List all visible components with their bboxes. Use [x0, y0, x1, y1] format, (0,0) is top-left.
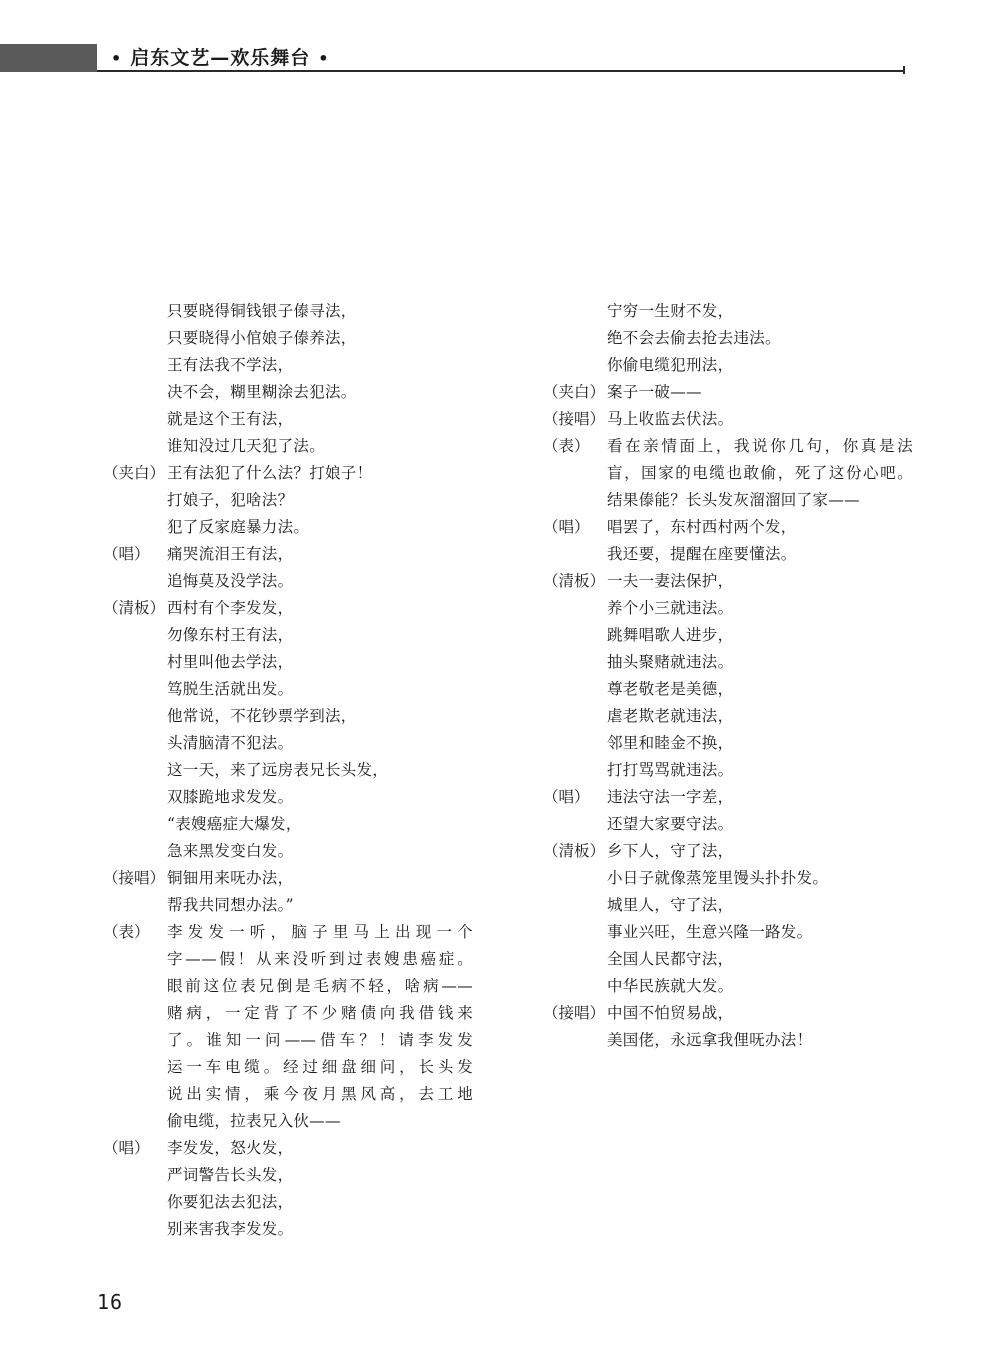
- script-line: [543, 811, 913, 838]
- script-line: [103, 730, 473, 757]
- line-text: 看在亲情面上，我说你几句，你真是法: [607, 437, 913, 455]
- magazine-title: 启东文艺: [130, 47, 211, 69]
- script-line: [103, 1162, 473, 1189]
- line-text: 马上收监去伏法。: [607, 410, 734, 428]
- script-line: [103, 622, 473, 649]
- performance-cue: （清板）: [543, 842, 606, 860]
- script-line: [103, 568, 473, 595]
- line-text: 李发发，怒火发，: [167, 1139, 294, 1157]
- line-text: 王有法犯了什么法？打娘子！: [167, 464, 373, 482]
- script-line: [543, 1000, 913, 1027]
- header-rule-tick: [903, 66, 905, 74]
- script-line: [103, 784, 473, 811]
- line-text: 只要晓得小倌娘子傣养法，: [167, 329, 357, 347]
- line-text: 一夫一妻法保护，: [607, 572, 734, 590]
- line-text: 勿像东村王有法，: [167, 626, 294, 644]
- script-line: [103, 1027, 473, 1054]
- script-line: [103, 406, 473, 433]
- line-text: 他常说，不花钞票学到法，: [167, 707, 357, 725]
- script-line: [103, 352, 473, 379]
- line-text: 李发发一听，脑子里马上出现一个: [167, 923, 473, 941]
- script-line: [103, 433, 473, 460]
- line-text: 中华民族就大发。: [607, 977, 734, 995]
- script-line: [543, 298, 913, 325]
- script-line: [543, 892, 913, 919]
- line-text: 犯了反家庭暴力法。: [167, 518, 310, 536]
- script-line: [543, 379, 913, 406]
- script-line: [103, 973, 473, 1000]
- script-line: [543, 1027, 913, 1054]
- line-text: 唱罢了，东村西村两个发，: [607, 518, 797, 536]
- script-line: [103, 838, 473, 865]
- script-line: [543, 676, 913, 703]
- running-header: [103, 46, 338, 70]
- line-text: 别来害我李发发。: [167, 1220, 294, 1238]
- line-text: 说出实情，乘今夜月黑风高，去工地: [167, 1085, 473, 1103]
- script-line: [103, 379, 473, 406]
- script-line: [103, 325, 473, 352]
- script-line: [103, 865, 473, 892]
- header-rule: [97, 70, 905, 72]
- performance-cue: （夹白）: [543, 383, 606, 401]
- line-text: 乡下人，守了法，: [607, 842, 734, 860]
- line-text: 打打骂骂就违法。: [607, 761, 734, 779]
- line-text: 美国佬，永远拿我俚呒办法！: [607, 1031, 813, 1049]
- script-line: [103, 676, 473, 703]
- line-text: 城里人，守了法，: [607, 896, 734, 914]
- line-text: 这一天，来了远房表兄长头发，: [167, 761, 389, 779]
- script-line: [543, 865, 913, 892]
- line-text: 痛哭流泪王有法，: [167, 545, 294, 563]
- line-text: 小日子就像蒸笼里馒头扑扑发。: [607, 869, 829, 887]
- line-text: “表嫂癌症大爆发，: [167, 815, 302, 833]
- line-text: 严词警告长头发，: [167, 1166, 294, 1184]
- line-text: 王有法我不学法，: [167, 356, 294, 374]
- right-column: [543, 298, 913, 1054]
- performance-cue: （唱）: [543, 788, 590, 806]
- script-line: [543, 622, 913, 649]
- line-text: 字——假！从来没听到过表嫂患癌症。: [167, 950, 473, 968]
- line-text: 追悔莫及没学法。: [167, 572, 294, 590]
- performance-cue: （接唱）: [543, 1004, 606, 1022]
- line-text: 就是这个王有法，: [167, 410, 294, 428]
- line-text: 笃脱生活就出发。: [167, 680, 294, 698]
- script-line: [103, 919, 473, 946]
- line-text: 决不会，糊里糊涂去犯法。: [167, 383, 357, 401]
- script-line: [103, 811, 473, 838]
- section-title: 欢乐舞台: [230, 47, 311, 69]
- performance-cue: （夹白）: [103, 464, 166, 482]
- line-text: 你要犯法去犯法，: [167, 1193, 294, 1211]
- header-dot-right: •: [318, 49, 330, 68]
- line-text: 铜钿用来呒办法，: [167, 869, 294, 887]
- script-line: [543, 703, 913, 730]
- performance-cue: （表）: [543, 437, 590, 455]
- script-line: [543, 730, 913, 757]
- script-line: [103, 649, 473, 676]
- line-text: 赌病，一定背了不少赌债向我借钱来: [167, 1004, 473, 1022]
- script-line: [103, 460, 473, 487]
- line-text: 打娘子，犯啥法？: [167, 491, 294, 509]
- script-line: [103, 541, 473, 568]
- performance-cue: （唱）: [103, 545, 150, 563]
- line-text: 跳舞唱歌人进步，: [607, 626, 734, 644]
- line-text: 运一车电缆。经过细盘细问，长头发: [167, 1058, 473, 1076]
- script-line: [543, 973, 913, 1000]
- performance-cue: （表）: [103, 923, 150, 941]
- header-dot-left: •: [111, 49, 123, 68]
- line-text: 谁知没过几天犯了法。: [167, 437, 326, 455]
- line-text: 西村有个李发发，: [167, 599, 294, 617]
- line-text: 虐老欺老就违法，: [607, 707, 734, 725]
- line-text: 你偷电缆犯刑法，: [607, 356, 734, 374]
- script-line: [543, 406, 913, 433]
- script-line: [103, 487, 473, 514]
- line-text: 头清脑清不犯法。: [167, 734, 294, 752]
- line-text: 急来黑发变白发。: [167, 842, 294, 860]
- script-line: [543, 595, 913, 622]
- script-line: [103, 1135, 473, 1162]
- line-text: 帮我共同想办法。”: [167, 896, 294, 914]
- script-line: [543, 649, 913, 676]
- line-text: 我还要，提醒在座要懂法。: [607, 545, 797, 563]
- line-text: 了。谁知一问——借车？！请李发发: [167, 1031, 473, 1049]
- script-line: [543, 568, 913, 595]
- performance-cue: （唱）: [103, 1139, 150, 1157]
- script-line: [543, 757, 913, 784]
- performance-cue: （唱）: [543, 518, 590, 536]
- script-line: [103, 1189, 473, 1216]
- line-text: 眼前这位表兄倒是毛病不轻，啥病——: [167, 977, 473, 995]
- page-number: 16: [97, 1290, 124, 1314]
- line-text: 只要晓得铜钱银子傣寻法，: [167, 302, 357, 320]
- line-text: 邻里和睦金不换，: [607, 734, 734, 752]
- line-text: 中国不怕贸易战，: [607, 1004, 734, 1022]
- performance-cue: （接唱）: [543, 410, 606, 428]
- script-line: [543, 352, 913, 379]
- line-text: 宁穷一生财不发，: [607, 302, 734, 320]
- script-line: [543, 784, 913, 811]
- header-dark-block: [0, 44, 97, 72]
- script-line: [103, 1108, 473, 1135]
- script-line: [543, 919, 913, 946]
- script-line: [103, 1000, 473, 1027]
- performance-cue: （清板）: [103, 599, 166, 617]
- script-line: [543, 838, 913, 865]
- script-line: [543, 514, 913, 541]
- header-separator: —: [210, 47, 231, 69]
- script-line: [103, 514, 473, 541]
- line-text: 双膝跪地求发发。: [167, 788, 294, 806]
- script-line: [543, 460, 913, 487]
- script-line: [543, 325, 913, 352]
- line-text: 全国人民都守法，: [607, 950, 734, 968]
- performance-cue: （清板）: [543, 572, 606, 590]
- performance-cue: （接唱）: [103, 869, 166, 887]
- script-line: [103, 1216, 473, 1243]
- script-line: [103, 1081, 473, 1108]
- left-column: [103, 298, 473, 1243]
- line-text: 养个小三就违法。: [607, 599, 734, 617]
- script-line: [543, 433, 913, 460]
- script-line: [543, 487, 913, 514]
- script-line: [543, 541, 913, 568]
- script-line: [103, 703, 473, 730]
- line-text: 事业兴旺，生意兴隆一路发。: [607, 923, 813, 941]
- line-text: 抽头聚赌就违法。: [607, 653, 734, 671]
- line-text: 还望大家要守法。: [607, 815, 734, 833]
- script-line: [103, 757, 473, 784]
- script-line: [103, 892, 473, 919]
- script-line: [103, 1054, 473, 1081]
- line-text: 盲，国家的电缆也敢偷，死了这份心吧。: [607, 464, 913, 482]
- line-text: 结果傣能？长头发灰溜溜回了家——: [607, 491, 860, 509]
- line-text: 偷电缆，拉表兄入伙——: [167, 1112, 341, 1130]
- line-text: 尊老敬老是美德，: [607, 680, 734, 698]
- script-line: [103, 946, 473, 973]
- line-text: 违法守法一字差，: [607, 788, 734, 806]
- line-text: 案子一破——: [607, 383, 702, 401]
- script-line: [543, 946, 913, 973]
- line-text: 村里叫他去学法，: [167, 653, 294, 671]
- script-line: [103, 595, 473, 622]
- script-line: [103, 298, 473, 325]
- line-text: 绝不会去偷去抢去违法。: [607, 329, 781, 347]
